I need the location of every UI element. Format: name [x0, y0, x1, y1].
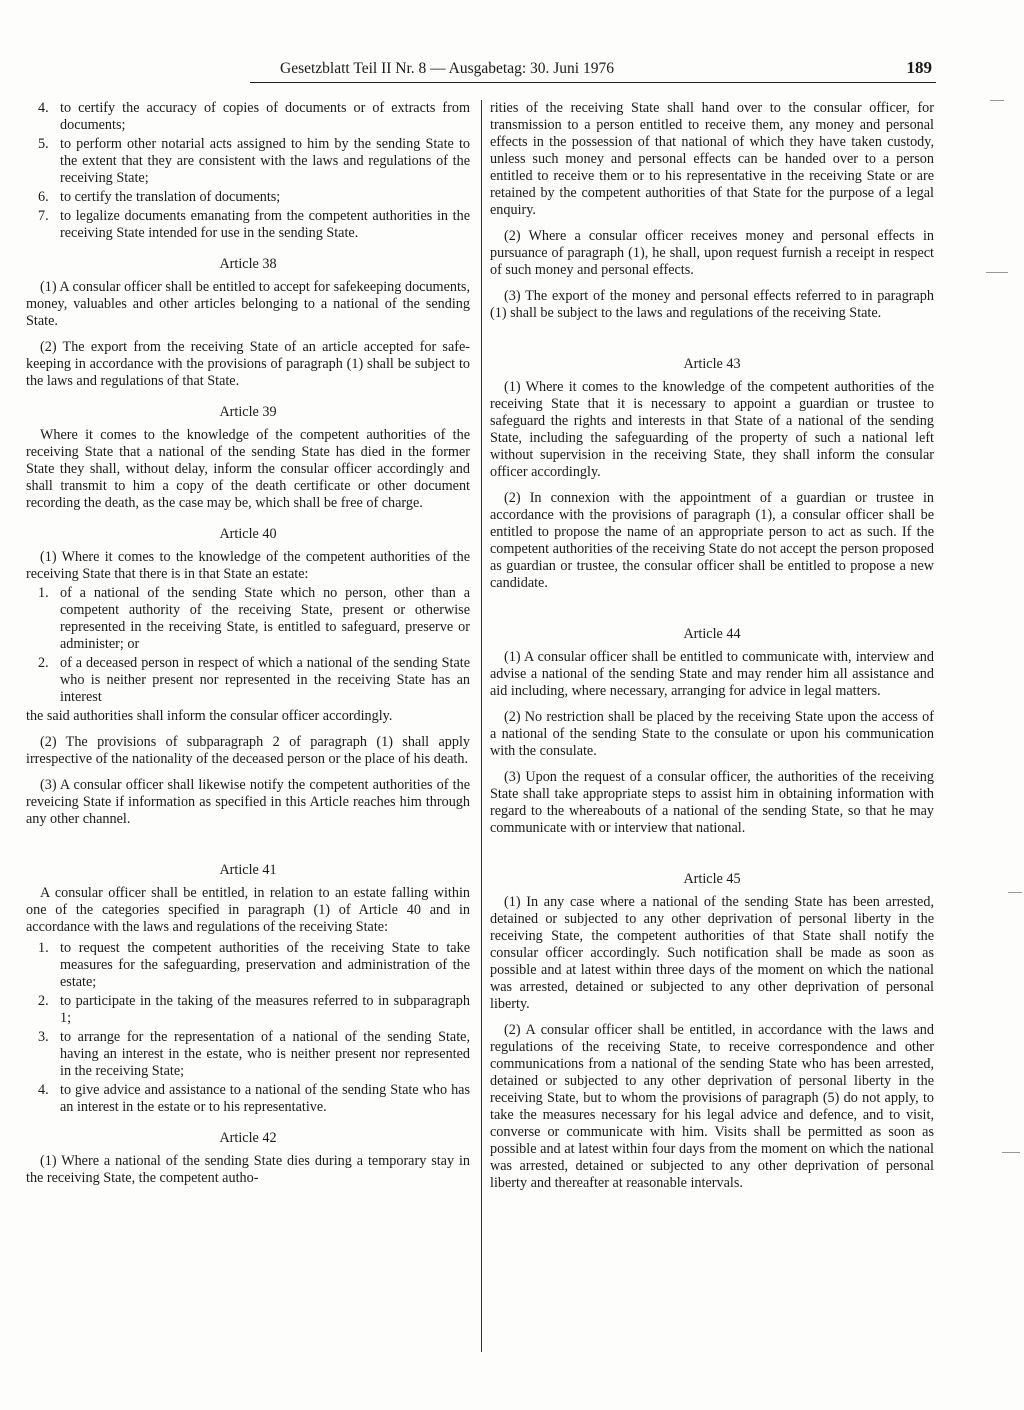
article-43-heading: Article 43 — [683, 356, 741, 372]
list-item: 5. to perform other notarial acts assigned to him by the sending State to the extent that they are consistent with the laws and regulations of the receiving State; — [38, 136, 470, 186]
paragraph: (2) The export from the receiving State of an article accepted for safe-keeping in accordance with the provisions of paragraph (1) shall be subject to the laws and regulations of that State. — [26, 339, 470, 389]
list-item: 6. to certify the translation of documents; — [38, 189, 281, 205]
list-item: 7. to legalize documents emanating from the competent authorities in the receiving State intended for use in the sending State. — [38, 208, 470, 241]
paragraph: (1) A consular officer shall be entitled to accept for safekeeping documents, money, valuables and other articles belonging to a national of the sending State. — [26, 279, 470, 329]
article-44-heading: Article 44 — [683, 626, 741, 642]
list-item: 2. to participate in the taking of the measures referred to in subparagraph 1; — [38, 993, 470, 1026]
paragraph: (3) The export of the money and personal effects referred to in paragraph (1) shall be subject to the laws and regulations of the receiving State. — [490, 288, 934, 321]
paragraph: (1) Where a national of the sending State dies during a temporary stay in the receiving State, the competent autho- — [26, 1153, 470, 1186]
paragraph: (2) Where a consular officer receives money and personal effects in pursuance of paragraph (1), he shall, upon request furnish a receipt in respect of such money and personal effects. — [490, 228, 934, 278]
list-item: 1. of a national of the sending State which no person, other than a competent authority of the receiving State, present or otherwise represented in the receiving State, is entitled to safeguard, preserve or administer; or — [38, 585, 470, 652]
paragraph: (1) Where it comes to the knowledge of the competent authorities of the receiving State that there is in that State an estate: — [26, 549, 470, 582]
paragraph: (3) A consular officer shall likewise notify the competent authorities of the reveicing State if information as specified in this Article reaches him through any other channel. — [26, 777, 470, 827]
paragraph: (2) A consular officer shall be entitled, in accordance with the laws and regulations of the receiving State, to receive correspondence and other communications from a national of the sending State who has been arrested, detained or subjected to any other deprivation of personal liberty in the receiving State, but to whom the provisions of paragraph (5) do not apply, to take the measures necessary for his legal advice and defence, and to visit, converse or communicate with him. Visits shall be permitted as soon as possible and at latest within four days from the moment on which the national was arrested, detained or subjected to any other deprivation of personal liberty and thereafter at reasonable intervals. — [490, 1022, 934, 1191]
paragraph: (2) No restriction shall be placed by the receiving State upon the access of a national of the sending State to the consulate or upon his communication with the consulate. — [490, 709, 934, 759]
list-item: 4. to certify the accuracy of copies of documents or of extracts from documents; — [38, 100, 470, 133]
estate-rights-list — [26, 940, 470, 1116]
scan-mark — [986, 272, 1008, 273]
paragraph: rities of the receiving State shall hand over to the consular officer, for transmission to a person entitled to receive them, any money and personal effects in the possession of that national of which they have taken custody, unless such money and personal effects can be handed over to a person entitled to receive them or to his representative in the receiving State or are retained by the competent authorities of that State for the purpose of a legal enquiry. — [490, 100, 934, 218]
notarial-functions-list — [26, 100, 470, 242]
list-item: 3. to arrange for the representation of a national of the sending State, having an interest in the estate, who is neither present nor represented in the receiving State; — [38, 1029, 470, 1079]
list-item: 4. to give advice and assistance to a national of the sending State who has an interest in the estate or to his representative. — [38, 1082, 470, 1115]
article-45-heading: Article 45 — [683, 871, 741, 887]
gazette-title: Gesetzblatt Teil II Nr. 8 — Ausgabetag: 30. Juni 1976 — [280, 60, 614, 77]
page-number: 189 — [906, 58, 932, 77]
article-42-heading: Article 42 — [219, 1130, 277, 1146]
scan-mark — [1002, 1152, 1020, 1153]
right-column — [490, 100, 934, 1201]
scan-mark — [990, 100, 1004, 101]
column-divider — [481, 100, 482, 1352]
paragraph: Where it comes to the knowledge of the competent authorities of the receiving State that a national of the sending State has died in the former State they shall, without delay, inform the consular officer accordingly and shall transmit to him a copy of the death certificate or other document recording the death, as the case may be, which shall be free of charge. — [26, 427, 470, 511]
paragraph: (1) In any case where a national of the sending State has been arrested, detained or subjected to any other deprivation of personal liberty in the receiving State, the competent authorities of that State shall notify the consular officer accordingly. Such notification shall be made as soon as possible and at latest within three days of the moment on which the national was arrested, detained or subjected to any other deprivation of personal liberty. — [490, 894, 934, 1012]
list-item: 1. to request the competent authorities of the receiving State to take measures for the safeguarding, preservation and administration of the estate; — [38, 940, 470, 990]
paragraph: A consular officer shall be entitled, in relation to an estate falling within one of the categories specified in paragraph (1) of Article 40 and in accordance with the laws and regulations of the receiving State: — [26, 885, 470, 935]
paragraph: (3) Upon the request of a consular officer, the authorities of the receiving State shall take appropriate steps to assist him in obtaining information with regard to the whereabouts of a national of the sending State, so that he may communicate with or interview that national. — [490, 769, 934, 836]
article-39-heading: Article 39 — [219, 404, 277, 420]
list-item: 2. of a deceased person in respect of which a national of the sending State who is neither present nor represented in the receiving State has an interest — [38, 655, 470, 705]
paragraph: (2) In connexion with the appointment of a guardian or trustee in accordance with the provisions of paragraph (1), a consular officer shall be entitled to propose the name of an appropriate person to act as such. If the competent authorities of the receiving State do not accept the person proposed as guardian or trustee, the consular officer shall be entitled to propose a new candidate. — [490, 490, 935, 591]
article-38-heading: Article 38 — [219, 256, 277, 272]
paragraph: (1) Where it comes to the knowledge of the competent authorities of the receiving State that it is necessary to appoint a guardian or trustee to safeguard the rights and interests in that State of a national of the sending State, including the safeguarding of the property of such a national left without supervision in the receiving State, they shall inform the consular officer accordingly. — [490, 379, 934, 480]
paragraph: (2) The provisions of subparagraph 2 of paragraph (1) shall apply irrespective of the nationality of the deceased person or the place of his death. — [26, 734, 470, 767]
left-column — [26, 100, 470, 1196]
page-header — [250, 60, 936, 83]
scan-mark — [1008, 892, 1022, 893]
article-40-heading: Article 40 — [219, 526, 277, 542]
article-41-heading: Article 41 — [219, 862, 277, 878]
paragraph: the said authorities shall inform the consular officer accordingly. — [26, 708, 393, 724]
paragraph: (1) A consular officer shall be entitled to communicate with, interview and advise a national of the sending State and may render him all assistance and aid including, where necessary, arranging for advice in legal matters. — [490, 649, 934, 699]
estate-categories-list — [26, 585, 470, 706]
